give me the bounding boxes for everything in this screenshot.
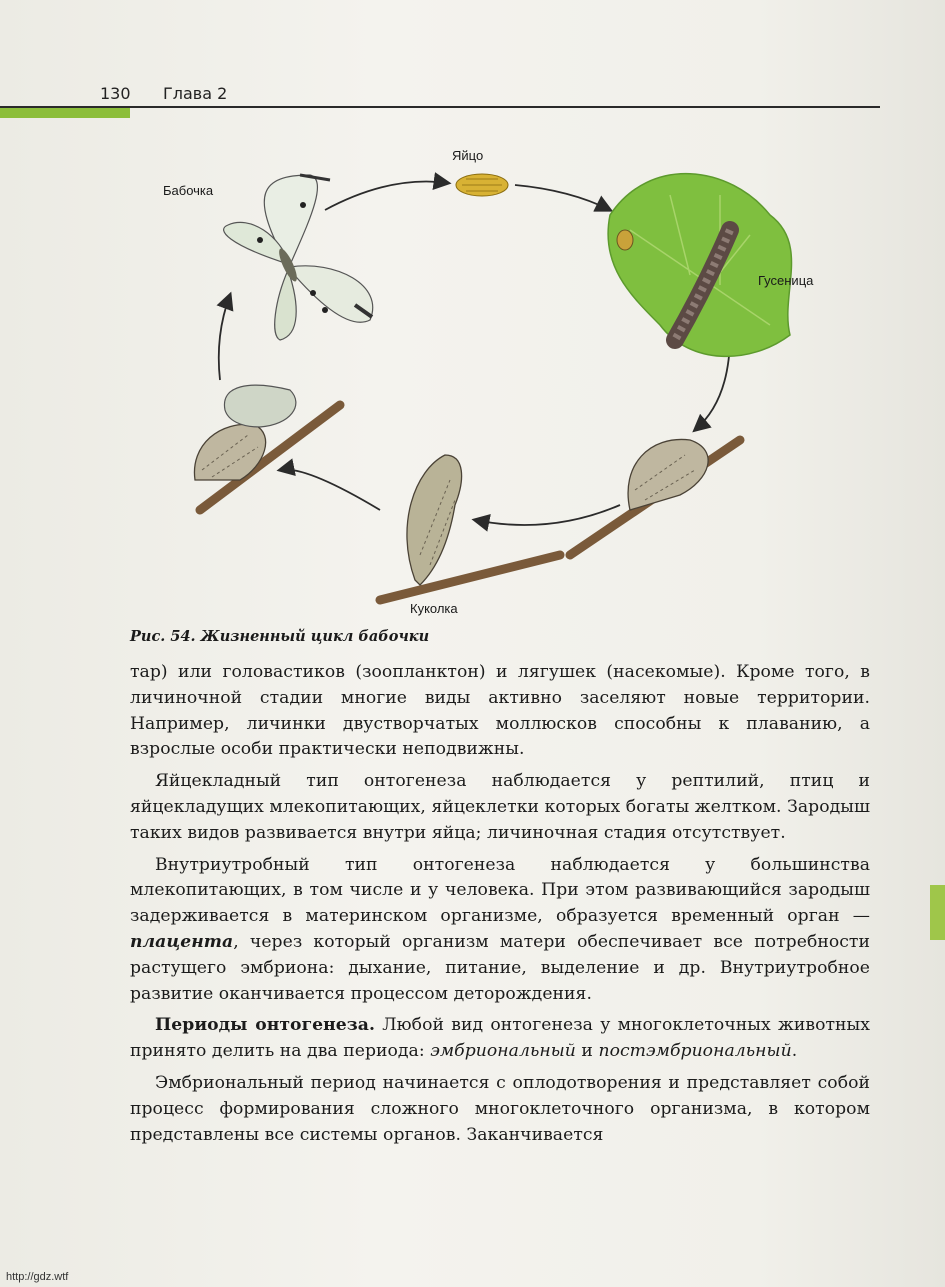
paragraph-4-text: Любой вид онтогенеза у многоклеточных животных принято делить на два периода: — [130, 1015, 870, 1062]
egg-icon — [456, 174, 508, 196]
life-cycle-illustration — [130, 135, 870, 625]
body-text — [130, 660, 870, 1154]
term-placenta: плацента — [130, 931, 234, 952]
term-postembryonic: постэмбриональный — [598, 1041, 792, 1062]
label-butterfly: Бабочка — [163, 183, 214, 198]
figure-caption — [130, 628, 429, 645]
leaf-with-caterpillar-icon — [608, 174, 791, 357]
life-cycle-figure — [130, 135, 870, 625]
term-embryonic: эмбриональный — [430, 1041, 576, 1062]
paragraph-3 — [130, 853, 870, 1008]
arrow-pupa-to-emerging — [280, 470, 380, 511]
arrow-egg-to-caterpillar — [515, 185, 610, 210]
arrow-pupa-to-pupa-left — [475, 505, 620, 525]
label-pupa: Куколка — [410, 601, 458, 616]
paragraph-4-end: . — [791, 1041, 798, 1062]
paragraph-4 — [130, 1013, 870, 1065]
chapter-title: Глава 2 — [163, 84, 228, 103]
side-tab-marker — [930, 885, 945, 940]
paragraph-3-part-b: , через который организм матери обеспечивает все потребности растущего эмбриона: дыхание, питание, выделение и др. Внутриутробное развитие оканчивается процессом деторождения. — [130, 931, 870, 1004]
source-url: http://gdz.wtf — [6, 1271, 69, 1283]
caption-title: Жизненный цикл бабочки — [200, 628, 430, 645]
paragraph-1: тар) или головастиков (зоопланктон) и лягушек (насекомые). Кроме того, в личиночной стадии многие виды активно заселяют новые территории. Например, личинки двустворчатых моллюсков способны к плаванию, а взрослые особи практически неподвижны. — [130, 662, 870, 760]
pupa-emerging-icon — [194, 385, 340, 510]
paragraph-4-and: и — [581, 1041, 593, 1062]
arrow-butterfly-to-egg — [325, 182, 448, 210]
label-egg: Яйцо — [452, 148, 484, 163]
pupa-middle-icon — [380, 455, 560, 600]
paragraph-5: Эмбриональный период начинается с оплодотворения и представляет собой процесс формирования сложного многоклеточного организма, в котором представлены все системы органов. Заканчивается — [130, 1072, 870, 1145]
label-caterpillar: Гусеница — [758, 273, 814, 288]
pupa-right-icon — [570, 439, 740, 555]
paragraph-3-part-a: Внутриутробный тип онтогенеза наблюдается у большинства млекопитающих, в том числе и у человека. При этом развивающийся зародыш задерживается в материнском организме, образуется временный орган — — [130, 854, 870, 927]
header-accent-bar — [0, 108, 130, 118]
arrow-emerging-to-butterfly — [219, 295, 230, 380]
section-heading-periods: Периоды онтогенеза. — [155, 1015, 375, 1036]
caption-prefix: Рис. 54. — [130, 628, 196, 645]
header-rule — [0, 106, 880, 108]
paragraph-2: Яйцекладный тип онтогенеза наблюдается у рептилий, птиц и яйцекладущих млекопитающих, яйцеклетки которых богаты желтком. Зародыш таких видов развивается внутри яйца; личиночная стадия отсутствует. — [130, 771, 870, 843]
page-number: 130 — [100, 84, 131, 103]
butterfly-icon — [224, 175, 373, 340]
page-header — [0, 84, 880, 124]
